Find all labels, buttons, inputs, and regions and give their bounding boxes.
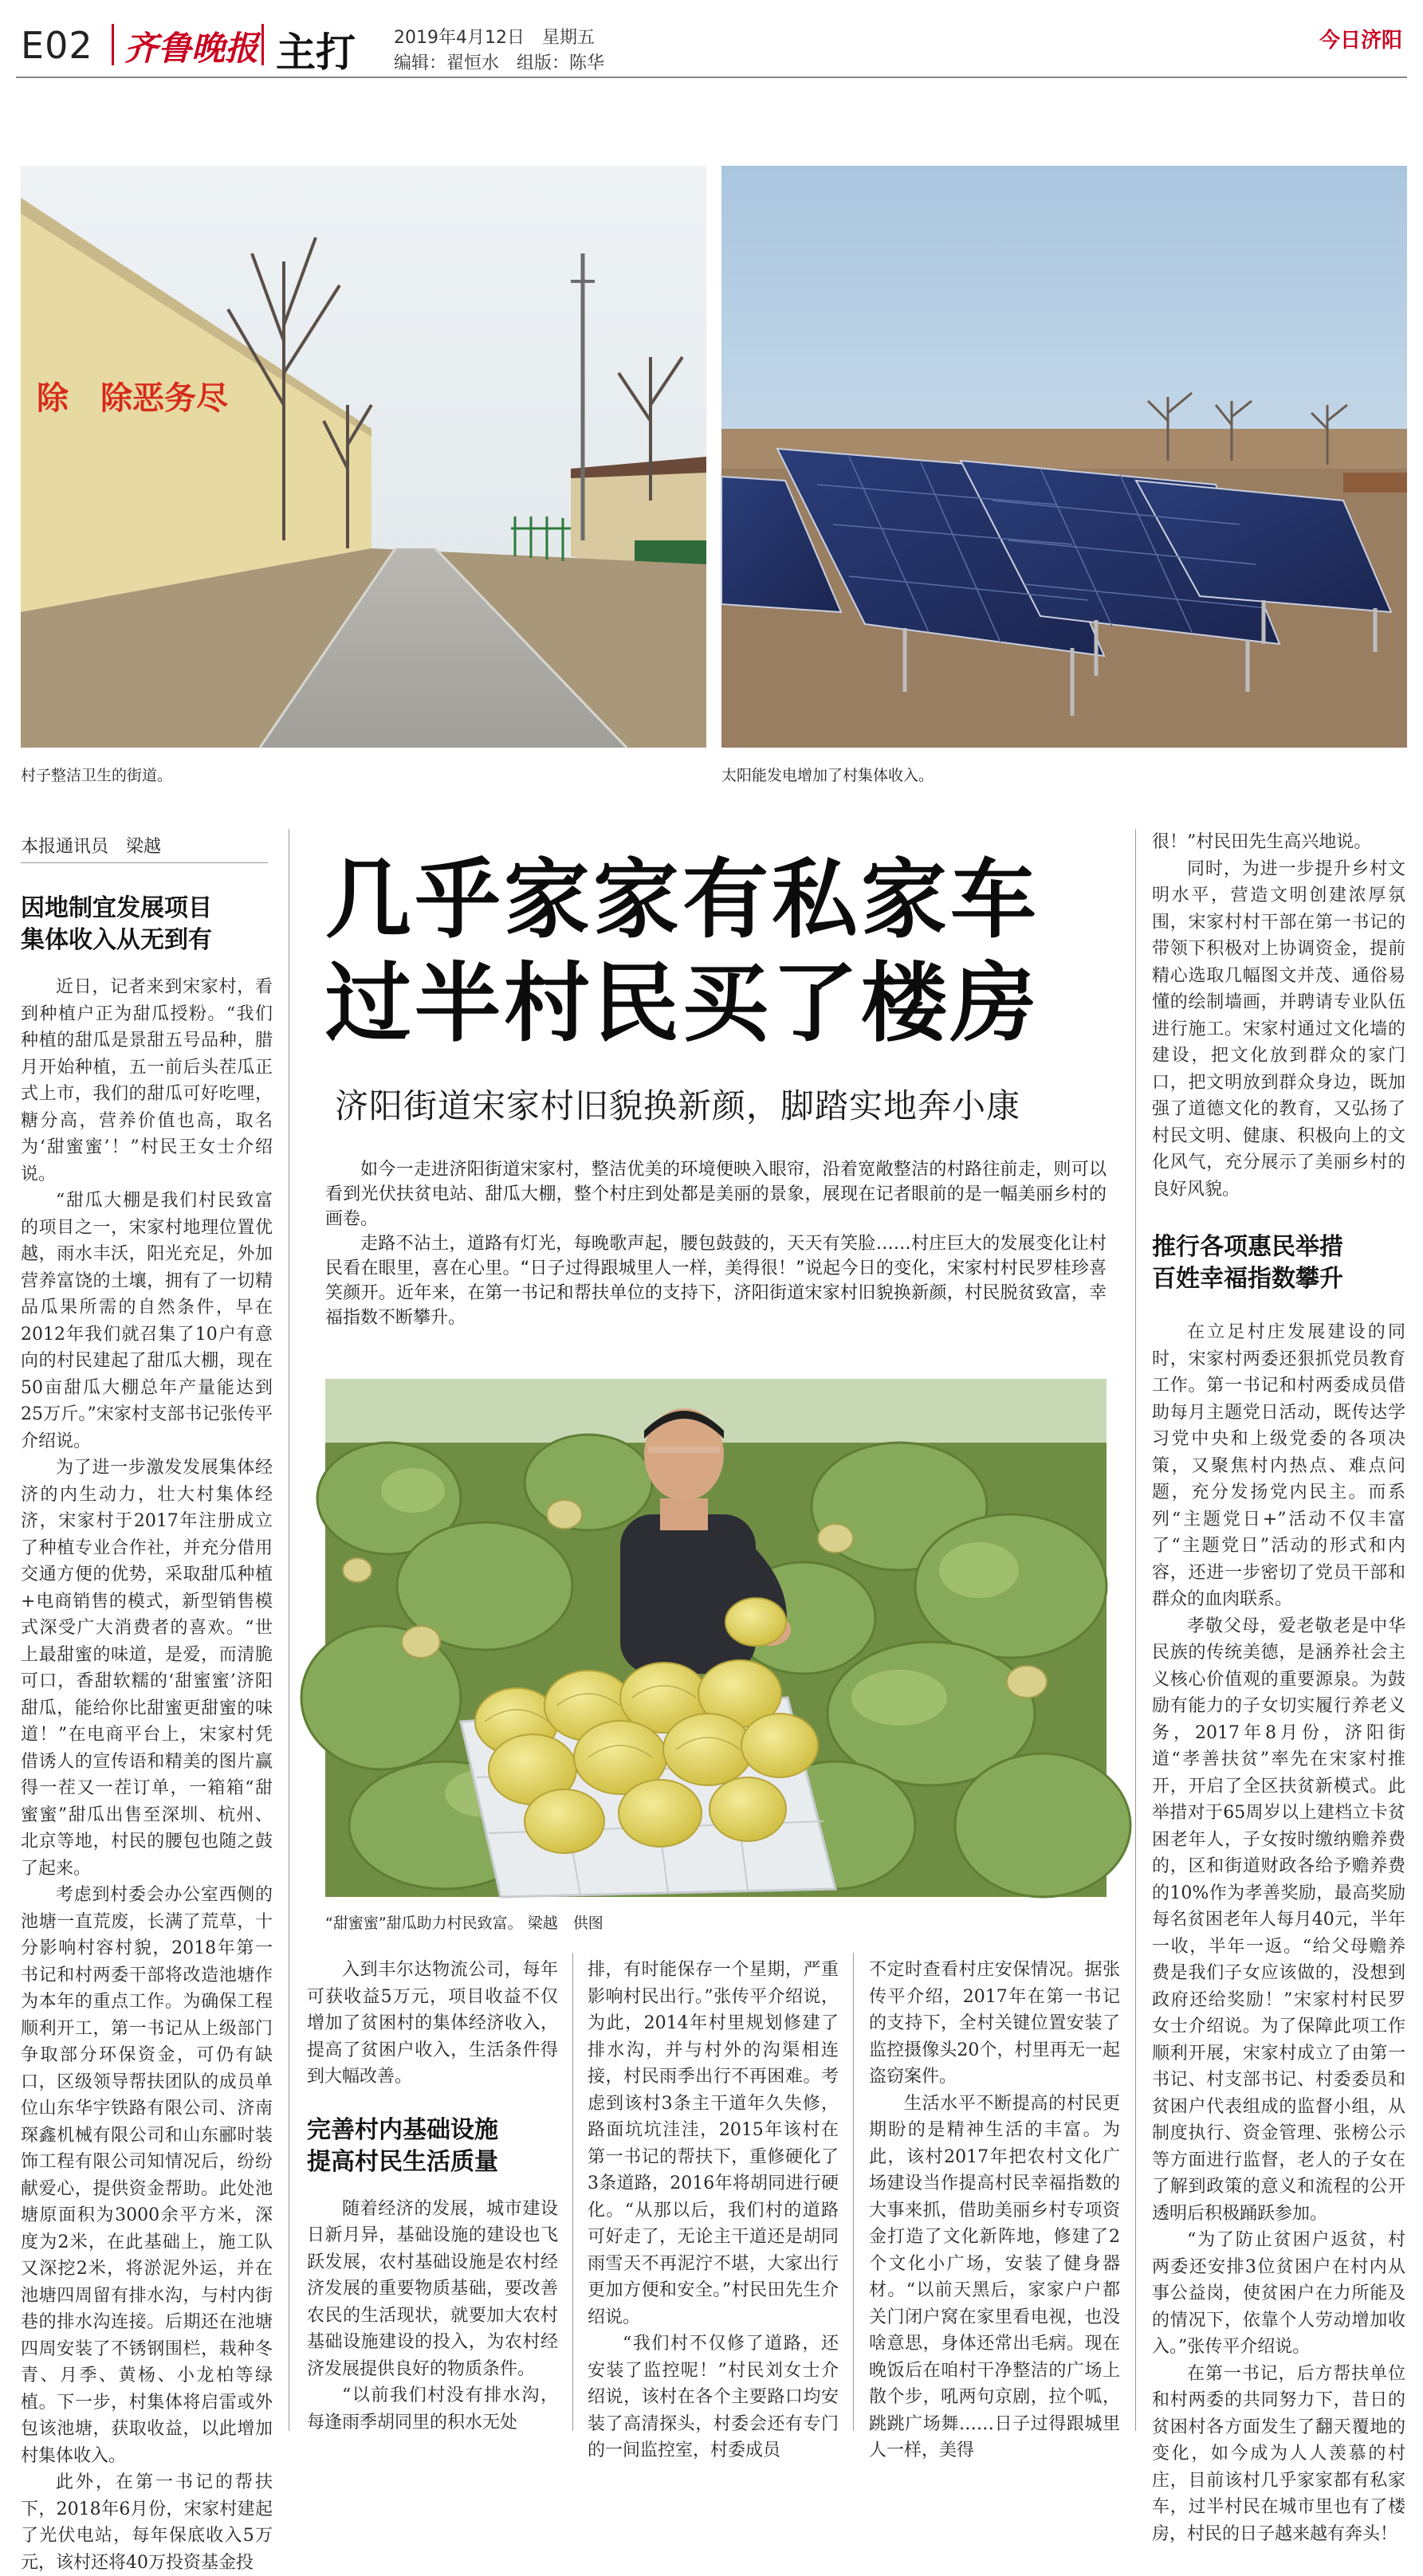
headline-line-2: 过半村民买了楼房 (325, 954, 1040, 1054)
paragraph: “为了防止贫困户返贫，村两委还安排3位贫困户在村内从事公益岗，使贫困户在力所能及的情况下，依靠个人劳动增加收入。”张传平介绍说。 (1152, 2230, 1405, 2357)
paragraph: 不定时查看村庄安保情况。据张传平介绍，2017年在第一书记的支持下，全村关键位置安装了监控摄像头20个，村里再无一起盗窃案件。 (869, 1960, 1120, 2087)
paragraph: 在第一书记，后方帮扶单位和村两委的共同努力下，昔日的贫困村各方面发生了翻天覆地的变化，如今成为人人羡慕的村庄，目前该村几乎家家都有私家车，过半村民在城市里也有了楼房，村民的日子越来越有奔头！ (1152, 2363, 1405, 2544)
paragraph: 孝敬父母，爱老敬老是中华民族的传统美德，是涵养社会主义核心价值观的重要源泉。为鼓励有能力的子女切实履行养老义务，2017年8月份，济阳街道“孝善扶贫”率先在宋家村推开，开启了全区扶贫新模式。此举措对于65周岁以上建档立卡贫困老年人，子女按时缴纳赡养费的，区和街道财政各给予赡养费的10%作为孝善奖励，最高奖励每名贫困老年人每月40元，半年一收，半年一返。“给父母赡养费是我们子女应该做的，没想到政府还给奖励！”宋家村村民罗女士介绍说。为了保障此项工作顺利开展，宋家村成立了由第一书记、村支部书记、村委委员和贫困户代表组成的监督小组，从制度执行、资金管理、张榜公示等方面进行监督，老人的子女在了解到政策的意义和流程的公开透明后积极踊跃参加。 (1152, 1616, 1405, 2224)
solar-photo (721, 166, 1407, 748)
sub-headline: 济阳街道宋家村旧貌换新颜，脚踏实地奔小康 (335, 1086, 1021, 1125)
article-lead (325, 1157, 1107, 1330)
headline-line-1: 几乎家家有私家车 (325, 850, 1040, 950)
section-heading-2-line2: 提高村民生活质量 (307, 2147, 498, 2176)
solar-photo-caption: 太阳能发电增加了村集体收入。 (721, 767, 934, 784)
paragraph: 在立足村庄发展建设的同时，宋家村两委还狠抓党员教育工作。第一书记和村两委成员借助每月主题党日活动，既传达学习党中央和上级党委的各项决策，又聚焦村内热点、难点问题，充分发扬党内民主。而系列“主题党日+”活动不仅丰富了“主题党日”活动的形式和内容，还进一步密切了党员干部和群众的血肉联系。 (1152, 1322, 1405, 1609)
section-title: 主打 (276, 29, 356, 76)
paragraph: “我们村不仅修了道路，还安装了监控呢！”村民刘女士介绍说，该村在各个主要路口均安装了高清探头，村委会还有专门的一间监控室，村委成员 (588, 2334, 839, 2460)
section-heading-1-line1: 因地制宜发展项目 (21, 894, 212, 922)
melon-photo (325, 1379, 1107, 1897)
melon-photo-caption: “甜蜜蜜”甜瓜助力村民致富。 梁越 供图 (325, 1914, 603, 1932)
paragraph: 很！”村民田先生高兴地说。 (1152, 832, 1372, 852)
paragraph: 同时，为进一步提升乡村文明水平，营造文明创建浓厚氛围，宋家村村干部在第一书记的带领下积极对上协调资金，提前精心选取几幅图文并茂、通俗易懂的绘制墙画，并聘请专业队伍进行施工。宋家村通过文化墙的建设，把文化放到群众的家门口，把文明放到群众身边，既加强了道德文化的教育，又弘扬了村民文明、健康、积极向上的文化风气，充分展示了美丽乡村的良好风貌。 (1152, 858, 1405, 1200)
header-rule (16, 77, 1407, 78)
section-heading-3-line1: 推行各项惠民举措 (1152, 1233, 1343, 1261)
column-rule (572, 1953, 573, 2431)
wall-slogan: 除 除恶务尽 (37, 380, 228, 417)
page-number: E02 (21, 24, 93, 67)
section-heading-3-line2: 百姓幸福指数攀升 (1152, 1265, 1343, 1293)
street-photo (21, 166, 706, 748)
paragraph: 入到丰尔达物流公司，每年可获收益5万元，项目收益不仅增加了贫困村的集体经济收入，提高了贫困户收入，生活条件得到大幅改善。 (307, 1960, 558, 2087)
article-column-3 (588, 1957, 839, 2460)
paragraph: “甜瓜大棚是我们村民致富的项目之一，宋家村地理位置优越，雨水丰沃，阳光充足，外加营养富饶的土壤，拥有了一切精品瓜果所需的自然条件，早在2012年我们就召集了10户有意向的村民建起了甜瓜大棚，现在50亩甜瓜大棚总年产量能达到25万斤。”宋家村支部书记张传平介绍说。 (21, 1191, 273, 1451)
lead-paragraph-2: 走路不沾土，道路有灯光，每晚歌声起，腰包鼓鼓的，天天有笑脸……村庄巨大的发展变化让村民看在眼里，喜在心里。“日子过得跟城里人一样，美得很！”说起今日的变化，宋家村村民罗桂珍喜笑颜开。近年来，在第一书记和帮扶单位的支持下，济阳街道宋家村旧貌换新颜，村民脱贫致富，幸福指数不断攀升。 (325, 1234, 1107, 1328)
paragraph: “以前我们村没有排水沟，每逢雨季胡同里的积水无处 (307, 2386, 558, 2433)
section-heading-1-line2: 集体收入从无到有 (21, 926, 212, 954)
newspaper-logo: 齐鲁晚报 (124, 29, 259, 68)
header-divider (261, 24, 264, 65)
header-divider (112, 24, 114, 65)
paragraph: 此外，在第一书记的帮扶下，2018年6月份，宋家村建起了光伏电站，每年保底收入5万元，该村还将40万投资基金投 (21, 2472, 273, 2573)
main-headline (325, 849, 1122, 1056)
paragraph: 生活水平不断提高的村民更期盼的是精神生活的丰富。为此，该村2017年把农村文化广场建设当作提高村民幸福指数的大事来抓，借助美丽乡村专项资金打造了文化新阵地，修建了2个文化小广场，安装了健身器材。“以前天黑后，家家户户都关门闭户窝在家里看电视，也没啥意思，身体还常出毛病。现在晚饭后在咱村干净整洁的广场上散个步，吼两句京剧，拉个呱，跳跳广场舞……日子过得跟城里人一样，美得 (869, 2093, 1120, 2460)
article-column-1 (21, 974, 273, 2573)
section-heading-1 (21, 893, 276, 956)
paragraph: 随着经济的发展，城市建设日新月异，基础设施的建设也飞跃发展，农村基础设施是农村经济发展的重要物质基础，要改善农民的生活现状，就要加大农村基础设施建设的投入，为农村经济发展提供良好的物质条件。 (307, 2198, 558, 2379)
paragraph: 考虑到村委会办公室西侧的池塘一直荒废，长满了荒草，十分影响村容村貌，2018年第一书记和村两委干部将改造池塘作为本年的重点工作。为确保工程顺利开工，第一书记从上级部门争取部分环保资金，可仍有缺口，区级领导帮扶团队的成员单位山东华宇铁路有限公司、济南琛鑫机械有限公司和山东郦时装饰工程有限公司知情况后，纷纷献爱心，提供资金帮助。此处池塘原面积为3000余平方米，深度为2米，在此基础上，施工队又深挖2米，将淤泥外运，并在池塘四周留有排水沟，与村内街巷的排水沟连接。后期还在池塘四周安装了不锈钢围栏，栽种冬青、月季、黄杨、小龙柏等绿植。下一步，村集体将启雷或外包该池塘，获取收益，以此增加村集体收入。 (21, 1885, 273, 2466)
article-column-4 (869, 1957, 1120, 2460)
edition-name: 今日济阳 (1319, 29, 1402, 53)
editor-credits: 编辑：翟恒水 组版：陈华 (394, 53, 605, 73)
byline-rule (21, 862, 268, 863)
section-heading-2-line1: 完善村内基础设施 (307, 2115, 498, 2144)
column-rule (853, 1953, 854, 2431)
lead-paragraph-1: 如今一走进济阳街道宋家村，整洁优美的环境便映入眼帘，沿着宽敞整洁的村路往前走，则可以看到光伏扶贫电站、甜瓜大棚，整个村庄到处都是美丽的景象，展现在记者眼前的是一幅美丽乡村的画卷。 (325, 1160, 1107, 1229)
paragraph: 近日，记者来到宋家村，看到种植户正为甜瓜授粉。“我们种植的甜瓜是景甜五号品种，腊月开始种植，五一前后头茬瓜正式上市，我们的甜瓜可好吃哩，糖分高，营养价值也高，取名为‘甜蜜蜜’！”村民王女士介绍说。 (21, 977, 273, 1184)
column-rule (1135, 829, 1136, 2431)
paragraph: 为了进一步激发发展集体经济的内生动力，壮大村集体经济，宋家村于2017年注册成立了种植专业合作社，并充分借用交通方便的优势，采取甜瓜种植+电商销售的模式，新型销售模式深受广大消费者的喜欢。“世上最甜蜜的味道，是爱，而清脆可口，香甜软糯的‘甜蜜蜜’济阳甜瓜，能给你比甜蜜更甜蜜的味道！”在电商平台上，宋家村凭借诱人的宣传语和精美的图片赢得一茬又一茬订单，一箱箱“甜蜜蜜”甜瓜出售至深圳、杭州、北京等地，村民的腰包也随之鼓了起来。 (21, 1458, 273, 1879)
street-photo-caption: 村子整洁卫生的街道。 (21, 767, 173, 784)
article-column-5 (1152, 829, 1405, 2544)
article-column-2 (307, 1957, 558, 2435)
issue-date: 2019年4月12日 星期五 (394, 28, 595, 48)
section-heading-2 (307, 2115, 558, 2178)
article-byline: 本报通讯员 梁越 (21, 837, 162, 857)
paragraph: 排，有时能保存一个星期，严重影响村民出行。”张传平介绍说，为此，2014年村里规划修建了排水沟，并与村外的沟渠相连接，村民雨季出行不再困难。考虑到该村3条主干道年久失修，路面坑坑洼洼，2015年该村在第一书记的帮扶下，重修硬化了3条道路，2016年将胡同进行硬化。“从那以后，我们村的道路可好走了，无论主干道还是胡同雨雪天不再泥泞不堪，大家出行更加方便和安全。”村民田先生介绍说。 (588, 1960, 839, 2327)
section-heading-3 (1152, 1231, 1405, 1295)
